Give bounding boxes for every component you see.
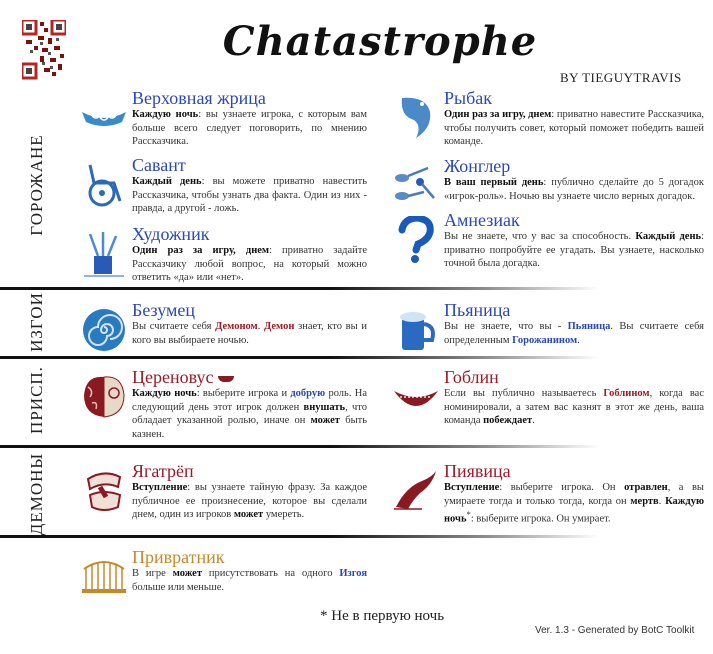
team-label-townsfolk: ГОРОЖАНЕ	[27, 134, 46, 236]
divider-minions-demons	[0, 445, 600, 448]
role-name: Гоблин	[444, 367, 499, 387]
team-label-demons: ДЕМОНЫ	[27, 452, 46, 536]
lleech-leech-icon	[392, 467, 440, 515]
mutant-spiral-icon	[80, 306, 128, 354]
role-ability: Один раз за игру, днем: приватно навестите Рассказчика, чтобы получить совет, который поможет победить вашей команде.	[444, 109, 704, 147]
amnesiac-question-icon	[392, 216, 440, 264]
role-name: Савант	[132, 155, 186, 175]
gatekeeper-gate-icon	[80, 553, 128, 601]
role-ability: Один раз за игру, днем: приватно задайте Рассказчику любой вопрос, на который можно ответить «да» или «нет».	[132, 245, 367, 283]
role-ability: Если вы публично называетесь Гоблином, когда вас номинировали, а затем вас казнят в этот же день, ваша команда побеждает.	[444, 388, 704, 426]
role-ability: В игре может присутствовать на одного Изгоя больше или меньше.	[132, 568, 368, 593]
goblin-grin-icon	[392, 373, 440, 421]
role-name: Цереновус	[132, 367, 234, 387]
role-name: Рыбак	[444, 88, 492, 108]
team-label-minions: ПРИСП.	[27, 366, 46, 434]
first-night-footnote: * Не в первую ночь	[320, 608, 445, 624]
role-name: Безумец	[132, 300, 196, 320]
role-ability: Каждую ночь: выберите игрока и добрую роль. На следующий день этот игрок должен внушать, что обладает указанной ролью, иначе он может быть казнен.	[132, 388, 367, 440]
role-name: Привратник	[132, 547, 225, 567]
divider-townsfolk-outsiders	[0, 287, 600, 290]
role-name: Ягатрёп	[132, 461, 194, 481]
jinx-goblin-icon	[218, 376, 234, 382]
version-label: Ver. 1.3 - Generated by BotC Toolkit	[535, 625, 695, 636]
role-ability: В ваш первый день: публично сделайте до 5 догадок «игрок-роль». Ночью вы узнаете число верных догадок.	[444, 177, 704, 202]
role-name: Жонглер	[444, 156, 511, 176]
fisherman-fish-icon	[392, 94, 440, 142]
role-name: Художник	[132, 224, 210, 244]
divider-outsiders-minions	[0, 356, 600, 359]
role-ability: Каждый день: вы можете приватно навестить Рассказчика, чтобы узнать два факта. Один из них - правда, а другой - ложь.	[132, 176, 367, 214]
role-name: Амнезиак	[444, 210, 520, 230]
yaggababble-teeth-icon	[80, 467, 128, 515]
role-ability: Каждую ночь: вы узнаете игрока, с которым вам больше всего следует поговорить, по мнению Рассказчика.	[132, 109, 367, 147]
role-name: Пьяница	[444, 300, 511, 320]
savant-wheelchair-icon	[80, 161, 128, 209]
cerenovus-brain-icon	[80, 373, 128, 421]
role-name: Пиявица	[444, 461, 511, 481]
role-ability: Вступление: выберите игрока. Он отравлен, а вы умираете тогда и только тогда, когда он мертв. Каждую ночь*: выберите игрока. Он умирает.	[444, 482, 705, 525]
role-ability: Вы считаете себя Демоном. Демон знает, кто вы и кого вы выбираете ночью.	[132, 321, 368, 346]
high-priestess-icon	[80, 94, 128, 142]
script-author: BY TIEGUYTRAVIS	[560, 70, 682, 85]
role-ability: Вы не знаете, что у вас за способность. Каждый день: приватно попробуйте ее угадать. Вы узнаете, насколько точной была догадка.	[444, 231, 704, 269]
artist-brushes-icon	[80, 230, 128, 278]
role-ability: Вы не знаете, что вы - Пьяница. Вы считаете себя определенным Горожанином.	[444, 321, 704, 346]
qr-code	[22, 20, 66, 80]
role-ability: Вступление: вы узнаете тайную фразу. За каждое публичное ее произнесение, которое вы сделали днем, один из игроков может умереть.	[132, 482, 367, 520]
role-name: Верховная жрица	[132, 88, 266, 108]
juggler-clubs-icon	[392, 162, 440, 210]
drunk-mug-icon	[392, 306, 440, 354]
team-label-outsiders: ИЗГОИ	[27, 292, 46, 352]
divider-demons-fabled	[0, 535, 600, 538]
script-title: Chatastrophe	[222, 18, 538, 65]
